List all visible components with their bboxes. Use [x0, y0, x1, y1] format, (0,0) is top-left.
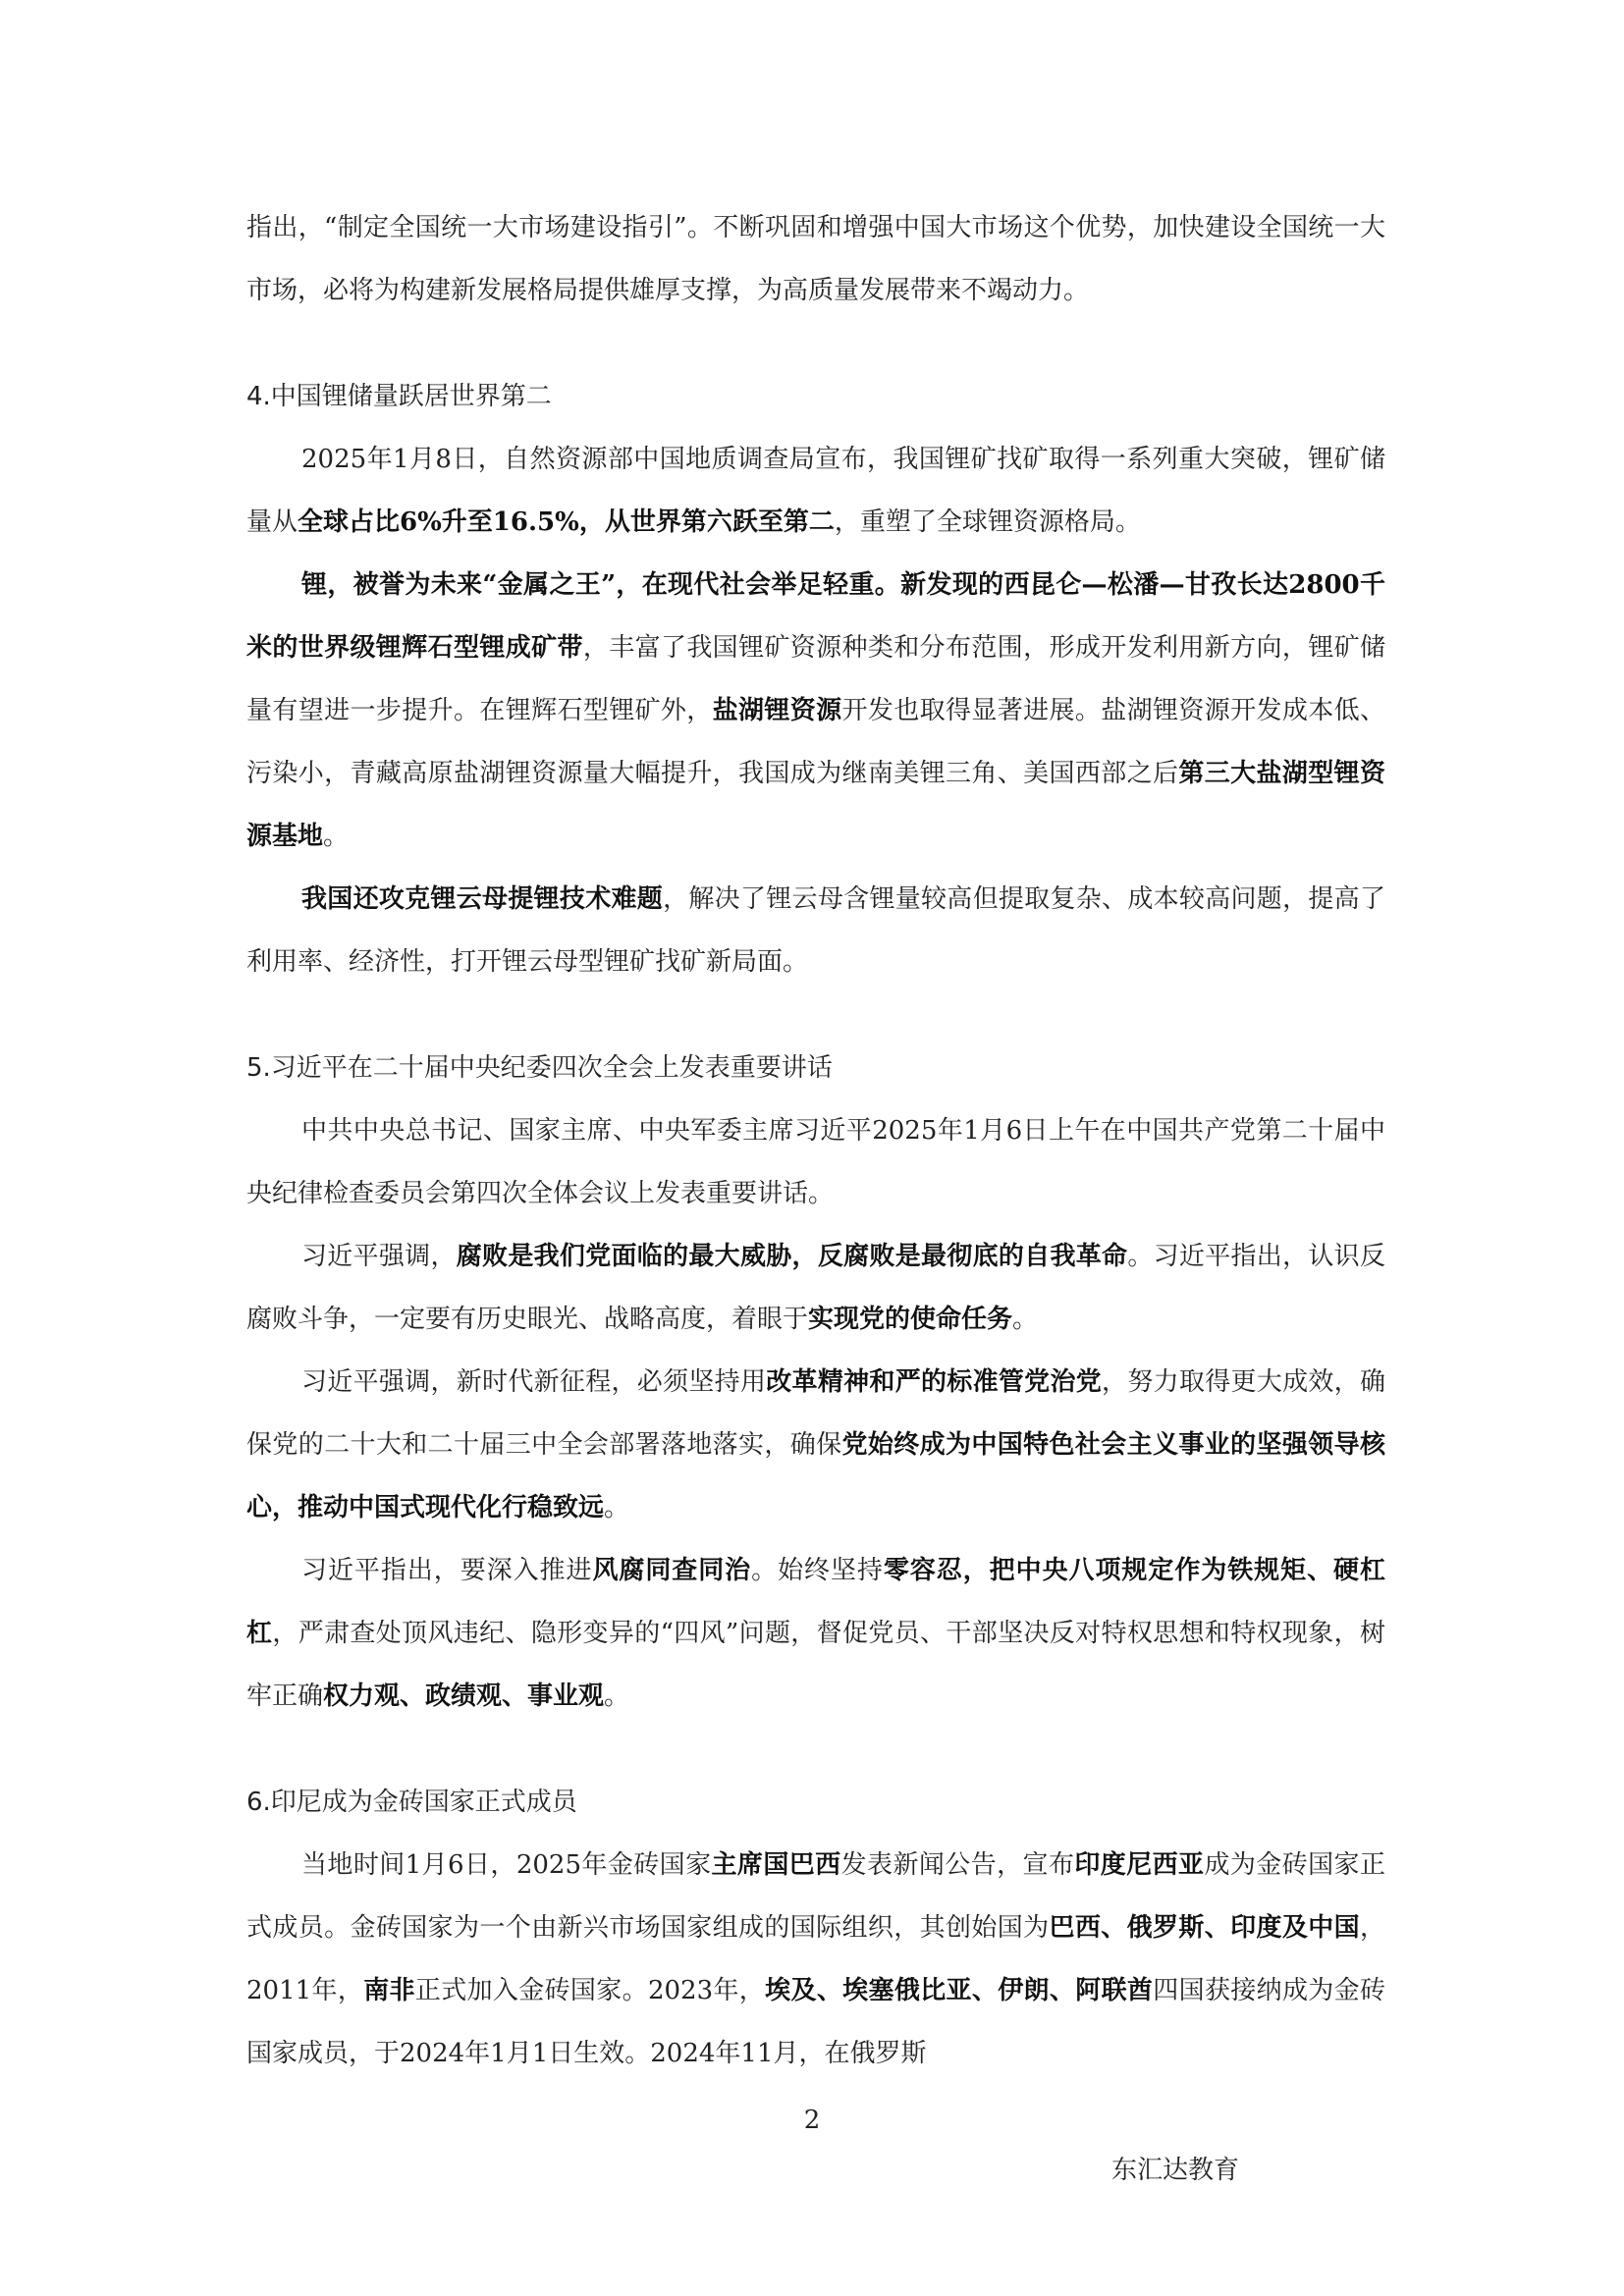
section-5-paragraph-2 — [246, 1225, 1385, 1351]
section-gap — [246, 322, 1385, 365]
paragraph-text: 习近平指出，要深入推进 — [301, 1556, 593, 1585]
paragraph-text: ，重塑了全球锂资源格局。 — [834, 507, 1141, 537]
paragraph-text: 习近平强调，新时代新征程，必须坚持用 — [301, 1367, 767, 1397]
paragraph-text: 。 — [323, 822, 350, 851]
intro-paragraph — [246, 196, 1385, 322]
bold-text: 第三大盐湖型锂资源基地 — [246, 759, 1385, 851]
bold-text: 巴西、俄罗斯、印度及中国 — [1049, 1913, 1360, 1943]
bold-text: 主席国巴西 — [711, 1850, 841, 1880]
page-number: 2 — [803, 2106, 821, 2135]
section-5-paragraph-1 — [246, 1099, 1385, 1225]
footer-brand: 东汇达教育 — [1111, 2156, 1240, 2185]
paragraph-text: 发表新闻公告，宣布 — [840, 1850, 1075, 1880]
paragraph-text: 当地时间1月6日，2025年金砖国家 — [301, 1850, 712, 1880]
paragraph-text: 。始终坚持 — [751, 1556, 884, 1585]
bold-text: 埃及、埃塞俄比亚、伊朗、阿联酋 — [765, 1976, 1154, 2005]
bold-text: 锂，被誉为未来“金属之王”，在现代社会举足轻重。新发现的西昆仑—松潘—甘孜长达2800千米的世界级锂辉石型锂成矿带 — [246, 570, 1385, 663]
bold-text: 我国还攻克锂云母提锂技术难题 — [301, 884, 664, 914]
paragraph-text: 。习近平指出，认识反腐败斗争，一定要有历史眼光、战略高度，着眼于 — [246, 1242, 1385, 1334]
bold-text: 党始终成为中国特色社会主义事业的坚强领导核心，推动中国式现代化行稳致远 — [246, 1430, 1385, 1522]
paragraph-text: 指出，“制定全国统一大市场建设指引”。不断巩固和增强中国大市场这个优势，加快建设全国统一大市场，必将为构建新发展格局提供雄厚支撑，为高质量发展带来不竭动力。 — [246, 213, 1385, 305]
paragraph-text: ，丰富了我国锂矿资源种类和分布范围，形成开发利用新方向，锂矿储量有望进一步提升。在锂辉石型锂矿外， — [246, 633, 1385, 725]
bold-text: 零容忍，把中央八项规定作为铁规矩、硬杠杠 — [246, 1556, 1385, 1648]
paragraph-text: ，努力取得更大成效，确保党的二十大和二十届三中全会部署落地落实，确保 — [246, 1367, 1385, 1460]
paragraph-text: 开发也取得显著进展。盐湖锂资源开发成本低、污染小，青藏高原盐湖锂资源量大幅提升，我国成为继南美锂三角、美国西部之后 — [246, 696, 1385, 788]
bold-text: 风腐同查同治 — [592, 1556, 752, 1585]
bold-text: 改革精神和严的标准管党治党 — [766, 1367, 1103, 1397]
paragraph-text: 四国获接纳成为金砖国家成员，于2024年1月1日生效。2024年11月，在俄罗斯 — [246, 1976, 1385, 2068]
section-4-paragraph-3 — [246, 868, 1385, 993]
paragraph-text: 。 — [604, 1493, 630, 1522]
paragraph-text: ，解决了锂云母含锂量较高但提取复杂、成本较高问题，提高了利用率、经济性，打开锂云母型锂矿找矿新局面。 — [246, 884, 1385, 977]
bold-text: 实现党的使命任务 — [808, 1305, 1013, 1334]
paragraph-text: 习近平强调， — [301, 1242, 457, 1271]
paragraph-text: 2025年1月8日，自然资源部中国地质调查局宣布，我国锂矿找矿取得一系列重大突破，锂矿储量从 — [246, 445, 1385, 537]
paragraph-text: 成为金砖国家正式成员。金砖国家为一个由新兴市场国家组成的国际组织，其创始国为 — [246, 1850, 1385, 1943]
bold-text: 印度尼西亚 — [1074, 1850, 1205, 1880]
bold-text: 权力观、政绩观、事业观 — [323, 1682, 605, 1711]
paragraph-text: ，严肃查处顶风违纪、隐形变异的“四风”问题，督促党员、干部坚决反对特权思想和特权现象，树牢正确 — [246, 1619, 1385, 1711]
section-4-title: 4.中国锂储量跃居世界第二 — [246, 382, 552, 411]
bold-text: 全球占比6%升至16.5%，从世界第六跃至第二 — [298, 507, 835, 537]
paragraph-text: 中共中央总书记、国家主席、中央军委主席习近平2025年1月6日上午在中国共产党第二十届中央纪律检查委员会第四次全体会议上发表重要讲话。 — [246, 1116, 1385, 1208]
section-5-title: 5.习近平在二十届中央纪委四次全会上发表重要讲话 — [246, 1053, 833, 1083]
bold-text: 南非 — [363, 1976, 415, 2005]
paragraph-text: 正式加入金砖国家。2023年， — [414, 1976, 766, 2005]
section-5-paragraph-3 — [246, 1351, 1385, 1539]
section-4-paragraph-1 — [246, 428, 1385, 554]
paragraph-text: 。 — [604, 1682, 630, 1711]
section-4-paragraph-2 — [246, 554, 1385, 868]
document-body — [246, 196, 1385, 2085]
section-6-title: 6.印尼成为金砖国家正式成员 — [246, 1788, 577, 1817]
section-6-paragraph-1 — [246, 1834, 1385, 2085]
paragraph-text: ，2011年， — [246, 1913, 1385, 2005]
section-gap — [246, 1728, 1385, 1771]
bold-text: 盐湖锂资源 — [712, 696, 842, 725]
section-5-paragraph-4 — [246, 1539, 1385, 1728]
paragraph-text: 。 — [1012, 1305, 1039, 1334]
bold-text: 腐败是我们党面临的最大威胁，反腐败是最彻底的自我革命 — [456, 1242, 1128, 1271]
section-gap — [246, 993, 1385, 1037]
